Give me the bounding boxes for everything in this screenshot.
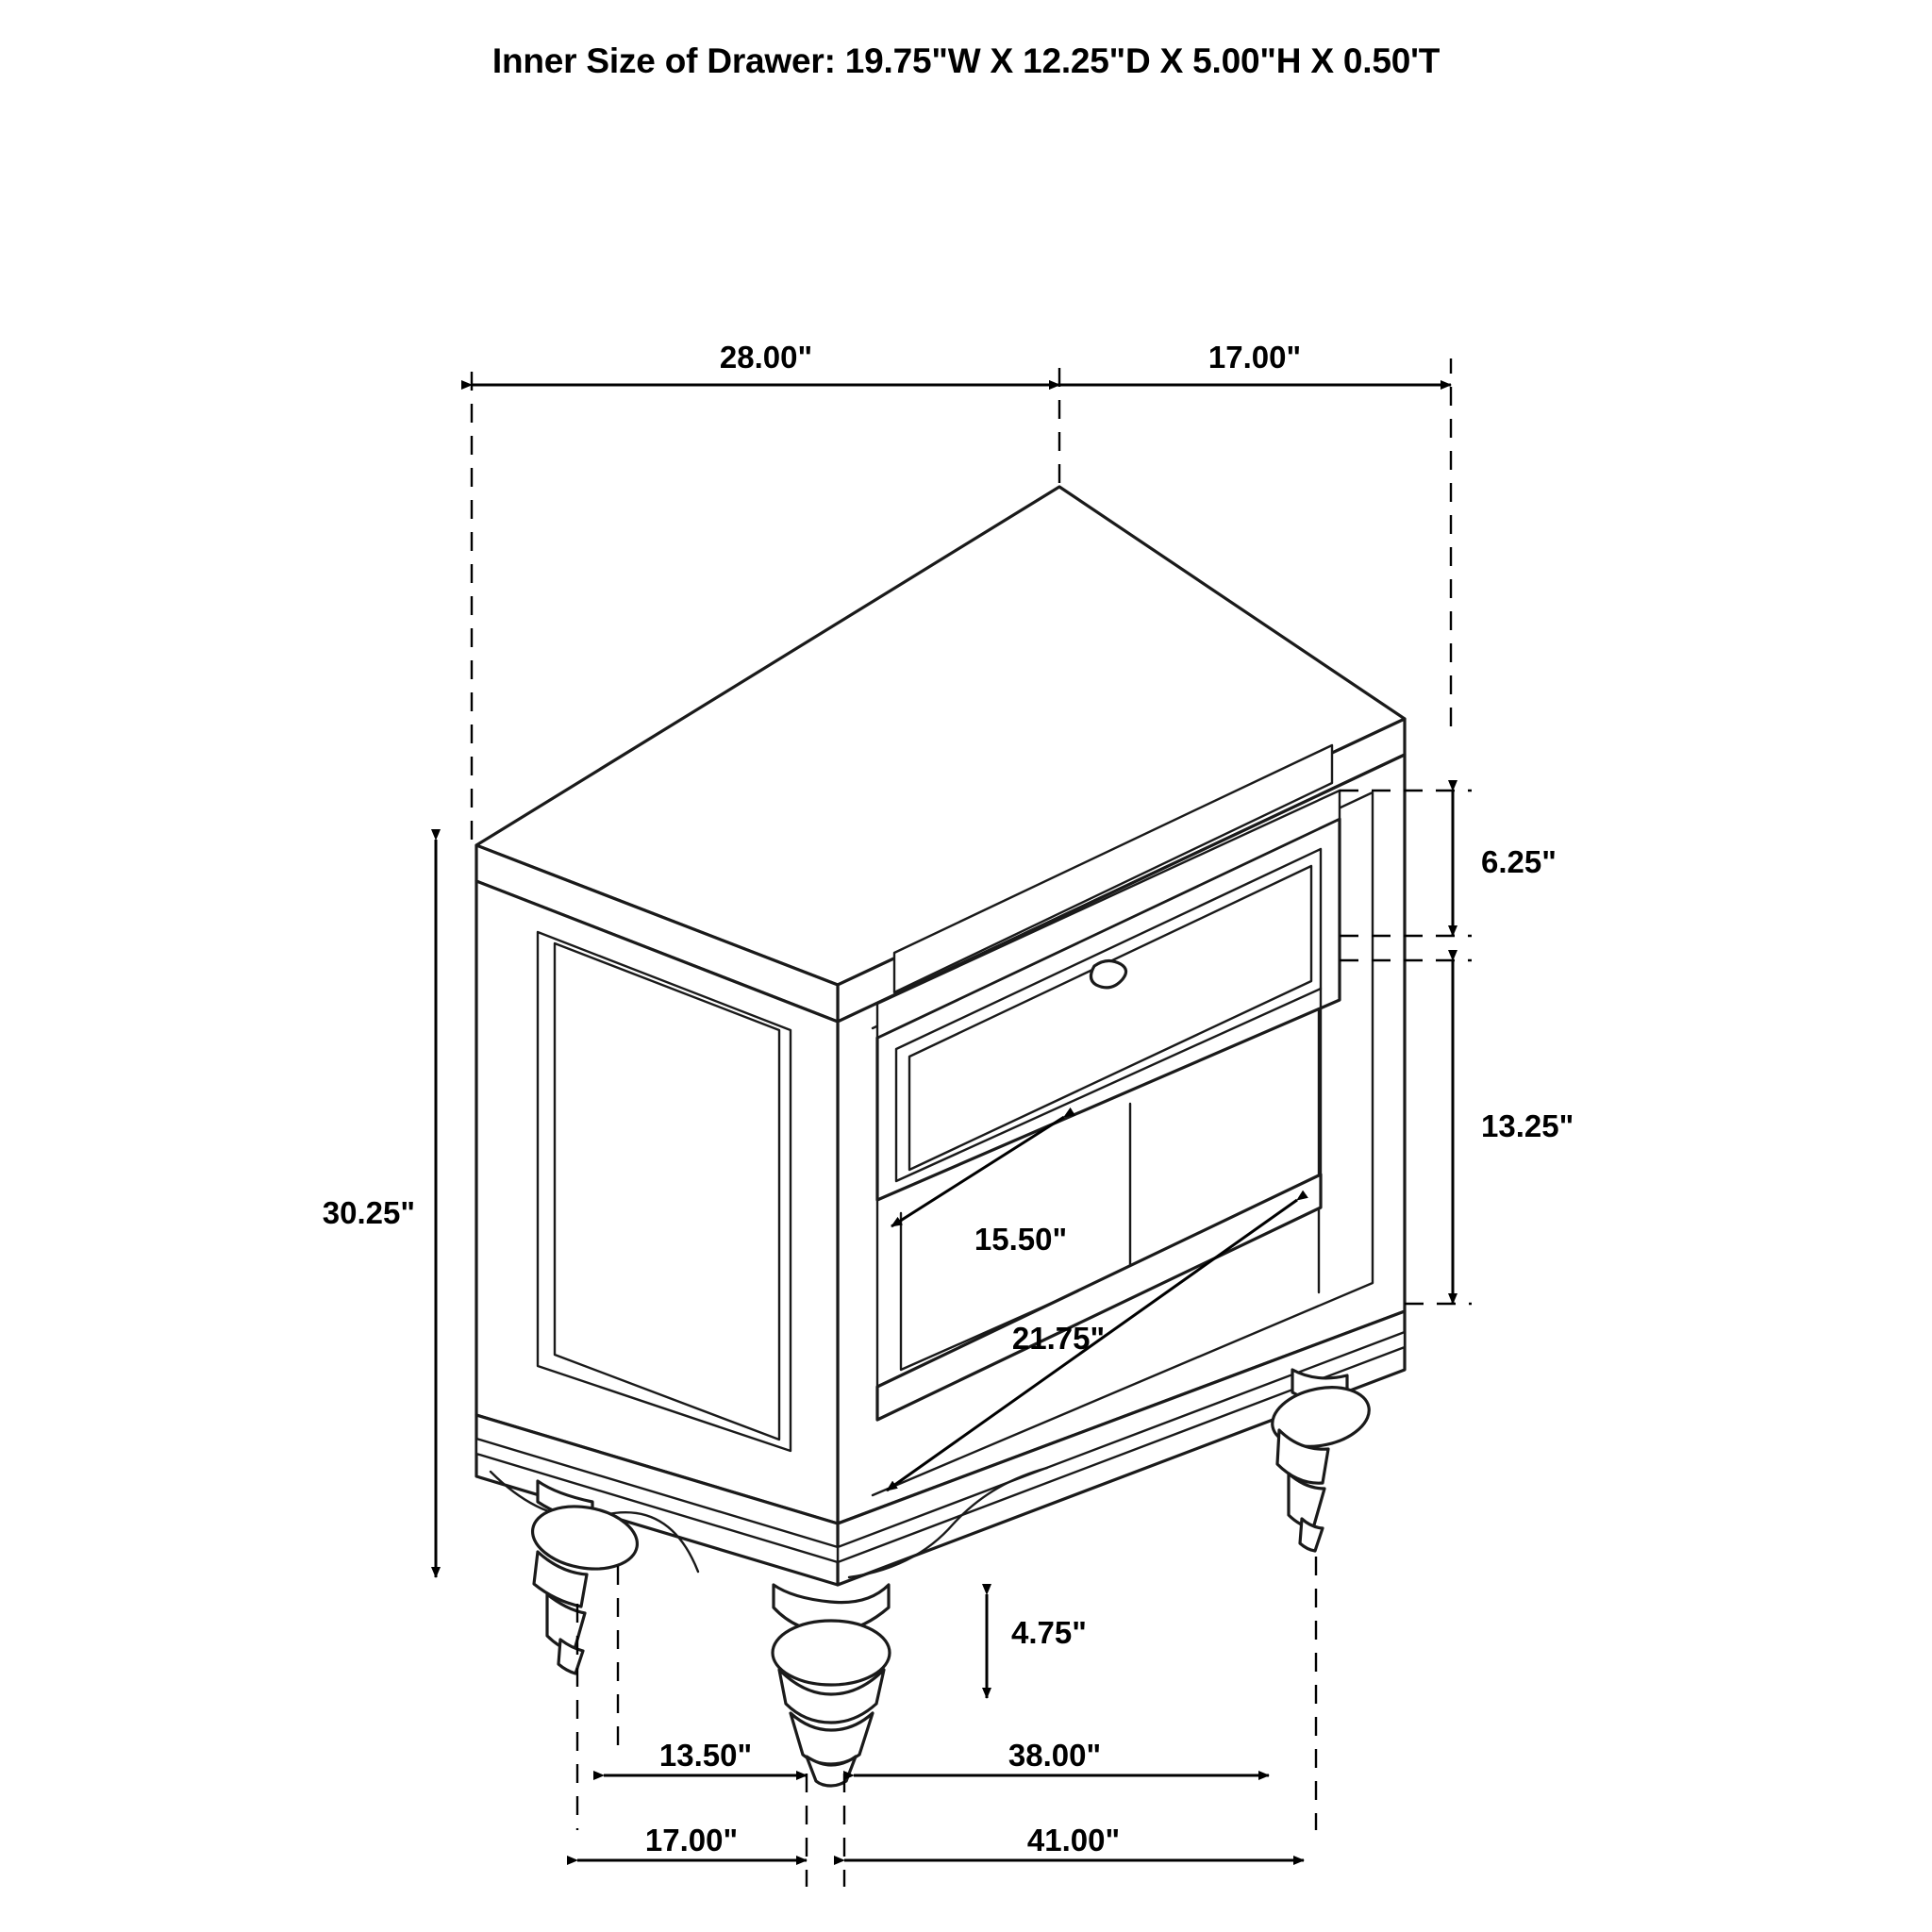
dim-leg-height	[987, 1594, 1087, 1698]
dim-shelf-depth-label: 15.50"	[974, 1222, 1068, 1257]
dim-base-width-label: 41.00"	[1026, 1823, 1121, 1857]
dim-foot-spacing-left	[604, 1738, 807, 1775]
dim-foot-spacing-right	[854, 1738, 1269, 1775]
dim-base-depth-label: 17.00"	[644, 1823, 739, 1857]
front-leg	[773, 1585, 890, 1786]
dim-shelf-width-label: 21.75"	[1011, 1321, 1106, 1356]
page-title: Inner Size of Drawer: 19.75"W X 12.25"D X 5.00"H X 0.50'T	[491, 42, 1441, 80]
dim-foot-spacing-left-label: 13.50"	[658, 1738, 753, 1773]
dim-drawer-front-height: 6.25"	[1481, 844, 1557, 879]
dim-foot-spacing-right-label: 38.00"	[1008, 1738, 1102, 1773]
nightstand-illustration	[476, 487, 1405, 1786]
dim-base-width	[844, 1823, 1304, 1860]
dim-top-left-width: 28.00"	[719, 340, 813, 375]
dim-overall-height-label: 30.25"	[322, 1195, 415, 1230]
dim-overall-height	[323, 840, 436, 1577]
dim-leg-height-label: 4.75"	[1011, 1615, 1087, 1650]
dim-lower-opening-height: 13.25"	[1481, 1108, 1574, 1143]
dim-base-depth	[577, 1823, 807, 1860]
dim-top-right-depth: 17.00"	[1208, 340, 1302, 375]
